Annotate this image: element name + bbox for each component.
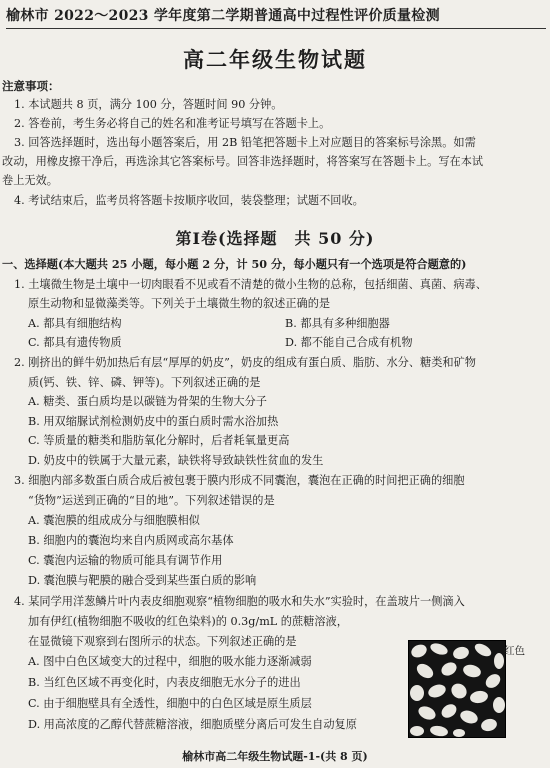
- q4-option-d: D. 用高浓度的乙醇代替蔗糖溶液，细胞质壁分离后可发生自动复原: [28, 718, 357, 731]
- q3-option-b: B. 细胞内的囊泡均来自内质网或高尔基体: [28, 534, 234, 547]
- notice-line-3-cont: 改动，用橡皮擦干净后，再选涂其它答案标号。回答非选择题时，将答案写在答题卡上。写在本试: [2, 155, 484, 168]
- q1-option-d: D. 都不能自己合成有机物: [285, 336, 413, 349]
- notice-line-2: 2. 答卷前，考生务必将自己的姓名和准考证号填写在答题卡上。: [14, 117, 331, 130]
- q4-option-c: C. 由于细胞壁具有全透性，细胞中的白色区域是原生质层: [28, 697, 312, 710]
- figure-label-red: 红色: [504, 645, 525, 657]
- q2-stem-2: 质(钙、铁、锌、磷、钾等)。下列叙述正确的是: [28, 376, 261, 389]
- q4-stem-2: 加有伊红(植物细胞不吸收的红色染料)的 0.3g/mL 的蔗糖溶液，: [28, 615, 348, 628]
- notice-heading: 注意事项：: [2, 79, 60, 93]
- notice-line-3-end: 卷上无效。: [2, 174, 58, 187]
- q2-stem-1: 2. 刚挤出的鲜牛奶加热后有层“厚厚的奶皮”，奶皮的组成有蛋白质、脂肪、水分、糖类和矿物: [14, 356, 476, 369]
- q4-option-b: B. 当红色区域不再变化时，内表皮细胞无水分子的进出: [28, 676, 301, 689]
- micrograph-drawing: [409, 641, 505, 737]
- notice-line-1: 1. 本试题共 8 页，满分 100 分，答题时间 90 分钟。: [14, 98, 283, 111]
- q3-option-a: A. 囊泡膜的组成成分与细胞膜相似: [28, 514, 200, 527]
- exam-header: 榆林市 2022～2023 学年度第二学期普通高中过程性评价质量检测: [6, 5, 546, 29]
- q1-option-c: C. 都具有遗传物质: [28, 336, 122, 349]
- q1-stem-1: 1. 土壤微生物是土壤中一切肉眼看不见或看不清楚的微小生物的总称，包括细菌、真菌、病毒、: [14, 278, 487, 291]
- q2-option-c: C. 等质量的糖类和脂肪氧化分解时，后者耗氧量更高: [28, 434, 290, 447]
- q1-option-b: B. 都具有多种细胞器: [285, 317, 390, 330]
- q4-option-a: A. 图中白色区域变大的过程中，细胞的吸水能力逐渐减弱: [28, 655, 312, 668]
- q2-option-d: D. 奶皮中的铁属于大量元素，缺铁将导致缺铁性贫血的发生: [28, 454, 324, 467]
- cell-micrograph-image: [408, 640, 506, 738]
- notice-line-3: 3. 回答选择题时，选出每小题答案后，用 2B 铅笔把答题卡上对应题目的答案标号涂黑。如需: [14, 136, 476, 149]
- page-footer: 榆林市高二年级生物试题-1-(共 8 页): [182, 750, 368, 763]
- q3-stem-1: 3. 细胞内部多数蛋白质合成后被包裹于膜内形成不同囊泡，囊泡在正确的时间把正确的细胞: [14, 474, 465, 487]
- q4-stem-1: 4. 某同学用洋葱鳞片叶内表皮细胞观察“植物细胞的吸水和失水”实验时，在盖玻片一侧滴入: [14, 595, 465, 608]
- q3-stem-2: “货物”运送到正确的“目的地”。下列叙述错误的是: [28, 494, 275, 507]
- section-title: 第Ⅰ卷(选择题 共 50 分): [175, 229, 375, 248]
- notice-line-4: 4. 考试结束后，监考员将答题卡按顺序收回，装袋整理；试题不回收。: [14, 194, 364, 207]
- q3-option-c: C. 囊泡内运输的物质可能具有调节作用: [28, 554, 223, 567]
- exam-title: 高二年级生物试题: [183, 47, 367, 72]
- q1-option-a: A. 都具有细胞结构: [28, 317, 122, 330]
- part-heading: 一、选择题(本大题共 25 小题，每小题 2 分，计 50 分，每小题只有一个选项是符合题意的): [2, 257, 467, 271]
- q3-option-d: D. 囊泡膜与靶膜的融合受到某些蛋白质的影响: [28, 574, 257, 587]
- q2-option-a: A. 糖类、蛋白质均是以碳链为骨架的生物大分子: [28, 395, 267, 408]
- q2-option-b: B. 用双缩脲试剂检测奶皮中的蛋白质时需水浴加热: [28, 415, 279, 428]
- q1-stem-2: 原生动物和显微藻类等。下列关于土壤微生物的叙述正确的是: [28, 297, 331, 310]
- q4-stem-3: 在显微镜下观察到右图所示的状态。下列叙述正确的是: [28, 635, 297, 648]
